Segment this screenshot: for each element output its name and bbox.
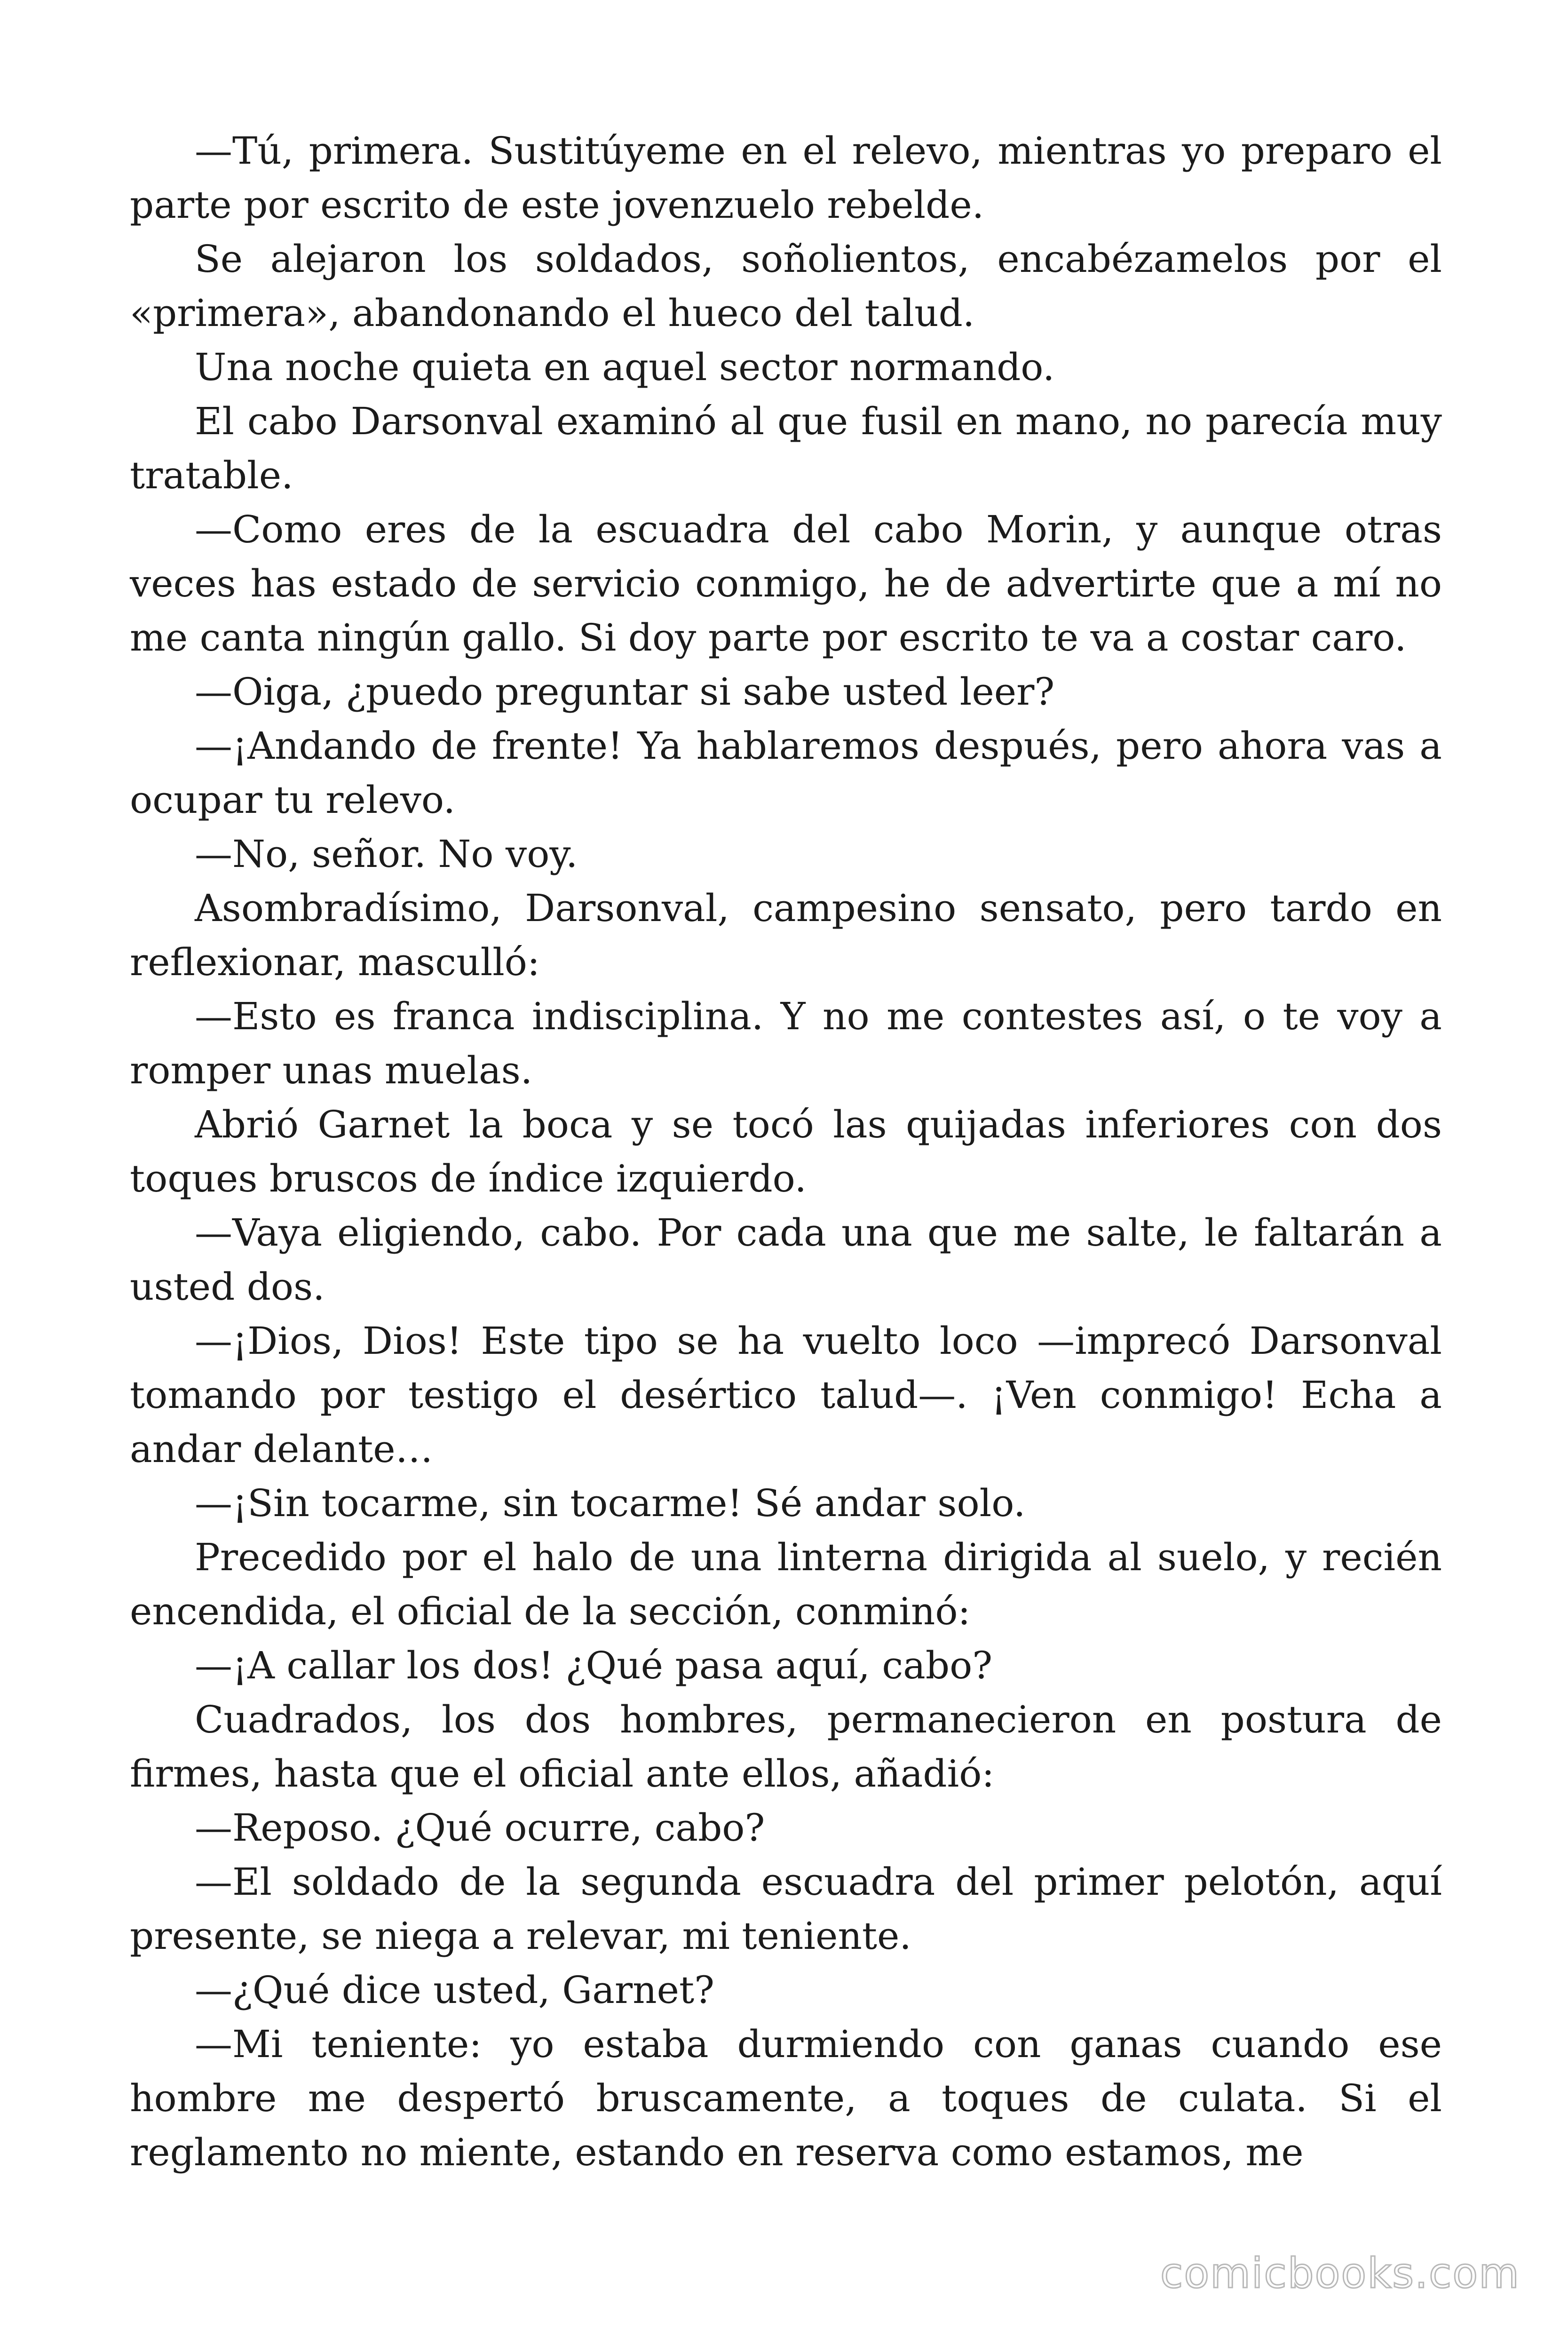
- paragraph: Asombradísimo, Darsonval, campesino sensato, pero tardo en reflexionar, masculló:: [130, 886, 1442, 984]
- paragraph: —Mi teniente: yo estaba durmiendo con ganas cuando ese hombre me despertó bruscamente, a toques de culata. Si el reglamento no miente, estando en reserva como estamos, me: [130, 2022, 1442, 2174]
- paragraph: El cabo Darsonval examinó al que fusil en mano, no parecía muy tratable.: [130, 399, 1442, 497]
- body-text: [130, 124, 1442, 2179]
- paragraph: —Tú, primera. Sustitúyeme en el relevo, mientras yo preparo el parte por escrito de este jovenzuelo rebelde.: [130, 129, 1442, 227]
- paragraph: —¡Sin tocarme, sin tocarme! Sé andar solo.: [195, 1481, 1026, 1525]
- paragraph: —Oiga, ¿puedo preguntar si sabe usted leer?: [195, 670, 1055, 714]
- paragraph: —Como eres de la escuadra del cabo Morin, y aunque otras veces has estado de servicio conmigo, he de advertirte que a mí no me canta ningún gallo. Si doy parte por escrito te va a costar caro.: [130, 508, 1442, 660]
- paragraph: —¡Andando de frente! Ya hablaremos después, pero ahora vas a ocupar tu relevo.: [130, 724, 1442, 822]
- paragraph: Precedido por el halo de una linterna dirigida al suelo, y recién encendida, el oficial de la sección, conminó:: [130, 1535, 1442, 1633]
- paragraph: —¡A callar los dos! ¿Qué pasa aquí, cabo?: [195, 1644, 993, 1687]
- paragraph: Abrió Garnet la boca y se tocó las quijadas inferiores con dos toques bruscos de índice izquierdo.: [130, 1103, 1442, 1200]
- paragraph: Una noche quieta en aquel sector normando.: [195, 345, 1055, 389]
- paragraph: —No, señor. No voy.: [195, 832, 578, 876]
- paragraph: Se alejaron los soldados, soñolientos, encabézamelos por el «primera», abandonando el hueco del talud.: [130, 237, 1442, 335]
- paragraph: —¿Qué dice usted, Garnet?: [195, 1968, 715, 2012]
- paragraph: —Esto es franca indisciplina. Y no me contestes así, o te voy a romper unas muelas.: [130, 994, 1442, 1092]
- paragraph: —Reposo. ¿Qué ocurre, cabo?: [195, 1806, 765, 1850]
- paragraph: Cuadrados, los dos hombres, permanecieron en postura de firmes, hasta que el oficial ante ellos, añadió:: [130, 1698, 1442, 1796]
- paragraph: —Vaya eligiendo, cabo. Por cada una que me salte, le faltarán a usted dos.: [130, 1211, 1442, 1309]
- watermark: comicbooks.com: [1160, 2249, 1520, 2297]
- paragraph: —¡Dios, Dios! Este tipo se ha vuelto loco —imprecó Darsonval tomando por testigo el desértico talud—. ¡Ven conmigo! Echa a andar delante…: [130, 1319, 1442, 1471]
- paragraph: —El soldado de la segunda escuadra del primer pelotón, aquí presente, se niega a relevar, mi teniente.: [130, 1860, 1442, 1958]
